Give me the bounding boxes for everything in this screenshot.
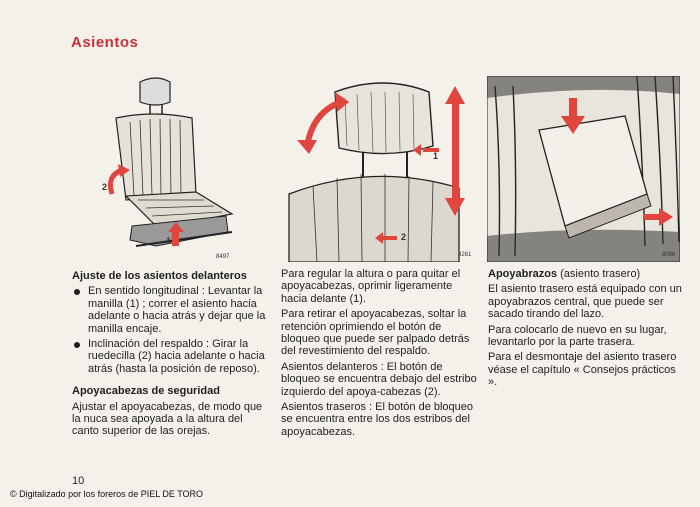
paragraph: Asientos traseros : El botón de bloqueo se encuentra entre los dos estribos del apoyacabezas. — [281, 401, 474, 438]
figure-number: 8261 — [458, 252, 472, 258]
page-number: 10 — [72, 475, 85, 487]
column-headrest — [281, 268, 477, 441]
paragraph: Para retirar el apoyacabezas, soltar la retención oprimiendo el botón de bloqueo que puede ser palpado detrás del revestimiento del respaldo. — [281, 308, 470, 358]
front-seat-illustration — [96, 76, 260, 262]
column-front-seats — [72, 270, 272, 441]
figure-number: 8497 — [216, 254, 230, 260]
paragraph: El asiento trasero está equipado con un apoyabrazos central, que puede ser sacado tirando del lazo. — [488, 283, 682, 321]
figure-armrest — [487, 76, 680, 262]
column-armrest — [488, 268, 684, 392]
list-item: En sentido longitudinal : Levantar la manilla (1) ; correr el asiento hacia adelante o hacia atrás y dejar que la manilla encaje. — [72, 285, 272, 335]
paragraph: Asientos delanteros : El botón de bloqueo se encuentra debajo del estribo izquierdo del apoya-cabezas (2). — [281, 360, 477, 398]
heading-front-seat-adjust: Ajuste de los asientos delanteros — [72, 270, 247, 282]
heading-rest: (asiento trasero) — [557, 268, 641, 280]
paragraph: Para el desmontaje del asiento trasero véase el capítulo « Consejos prácticos ». — [488, 351, 677, 389]
heading-bold: Apoyabrazos — [488, 268, 558, 280]
footer-credit: © Digitalizado por los foreros de PIEL DE TORO — [10, 489, 204, 499]
figure-front-seat — [96, 76, 260, 262]
adjust-list — [72, 285, 272, 375]
paragraph: Para colocarlo de nuevo en su lugar, levantarlo por la parte trasera. — [488, 323, 667, 349]
callout-2: 2 — [102, 182, 108, 192]
figure-headrest — [283, 76, 476, 262]
heading-armrest — [488, 268, 684, 280]
callout-1: 1 — [433, 151, 439, 161]
list-item: Inclinación del respaldo : Girar la ruedecilla (2) hacia adelante o hacia atrás (hasta la posición de reposo). — [72, 338, 272, 375]
callout-1: 1 — [166, 236, 172, 246]
heading-headrest: Apoyacabezas de seguridad — [72, 385, 220, 398]
figure-number: 8006 — [662, 252, 676, 258]
headrest-illustration — [283, 76, 476, 262]
section-title: Asientos — [71, 34, 139, 51]
paragraph: Para regular la altura o para quitar el apoyacabezas, oprimir ligeramente hacia delante (1). — [281, 268, 461, 305]
armrest-illustration — [487, 76, 680, 262]
callout-2: 2 — [401, 232, 407, 242]
paragraph: Ajustar el apoyacabezas, de modo que la nuca sea apoyada a la altura del canto superior de las orejas. — [72, 400, 263, 438]
